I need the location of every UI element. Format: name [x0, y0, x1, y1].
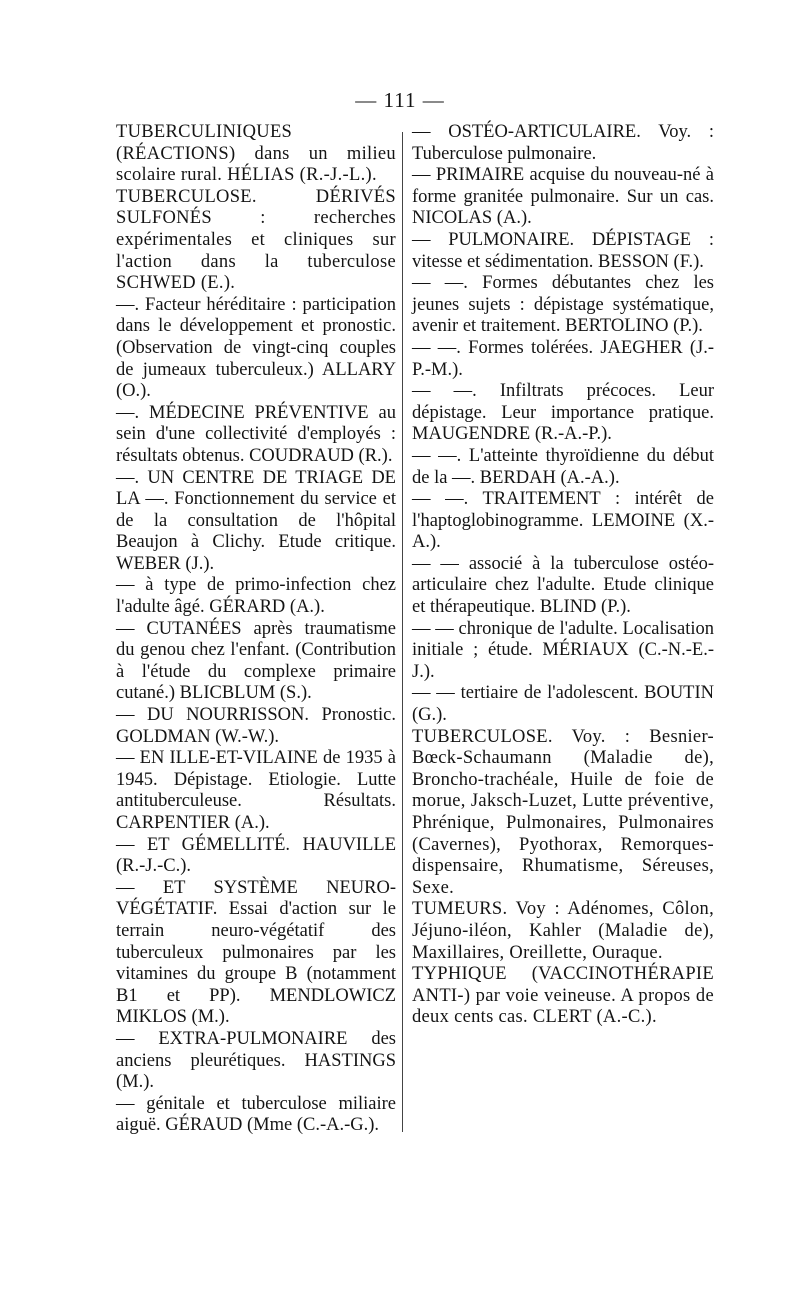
index-entry: — OSTÉO-ARTICULAIRE. Voy. : Tuberculose pulmonaire.: [412, 122, 714, 164]
index-entry: — — associé à la tuberculose ostéo-articulaire chez l'adulte. Etude clinique et thérapeutique. BLIND (P.).: [412, 553, 714, 618]
index-entry: TUMEURS. Voy : Adénomes, Côlon, Jéjuno-iléon, Kahler (Maladie de), Maxillaires, Oreillette, Ouraque.: [412, 899, 714, 963]
index-entry: — génitale et tuberculose miliaire aiguë. GÉRAUD (Mme (C.-A.-G.).: [116, 1093, 396, 1136]
page-number: — 111 —: [355, 88, 445, 112]
index-entry: — EXTRA-PULMONAIRE des anciens pleurétiques. HASTINGS (M.).: [116, 1028, 396, 1093]
index-entry: — ET SYSTÈME NEURO-VÉGÉTATIF. Essai d'action sur le terrain neuro-végétatif des tuberculeux pulmonaires par les vitamines du groupe B (notamment B1 et PP). MENDLOWICZ MIKLOS (M.).: [116, 877, 396, 1028]
index-entry: — —. Formes tolérées. JAEGHER (J.-P.-M.).: [412, 337, 714, 380]
index-entry: — —. Formes débutantes chez les jeunes sujets : dépistage systématique, avenir et traitement. BERTOLINO (P.).: [412, 273, 714, 337]
index-entry: — DU NOURRISSON. Pronostic. GOLDMAN (W.-W.).: [116, 705, 396, 747]
index-entry: —. Facteur héréditaire : participation dans le développement et pronostic. (Observation de vingt-cinq couples de jumeaux tuberculeux.) ALLARY (O.).: [116, 294, 396, 402]
index-entry: —. UN CENTRE DE TRIAGE DE LA —. Fonctionnement du service et de la consultation de l'hôpital Beaujon à Clichy. Etude critique. WEBER (J.).: [116, 467, 396, 574]
index-entry: — —. Infiltrats précoces. Leur dépistage. Leur importance pratique. MAUGENDRE (R.-A.-P.).: [412, 381, 714, 445]
index-entry: — PULMONAIRE. DÉPISTAGE : vitesse et sédimentation. BESSON (F.).: [412, 229, 714, 272]
index-entry: —. MÉDECINE PRÉVENTIVE au sein d'une collectivité d'employés : résultats obtenus. COUDRAUD (R.).: [116, 402, 396, 466]
index-entry: — EN ILLE-ET-VILAINE de 1935 à 1945. Dépistage. Etiologie. Lutte antituberculeuse. Résultats. CARPENTIER (A.).: [116, 748, 396, 833]
index-entry: — — tertiaire de l'adolescent. BOUTIN (G.).: [412, 683, 714, 726]
index-entry: TUBERCULOSE. DÉRIVÉS SULFONÉS : recherches expérimentales et cliniques sur l'action dans la tuberculose SCHWED (E.).: [116, 186, 396, 294]
index-entry: — —. TRAITEMENT : intérêt de l'haptoglobinogramme. LEMOINE (X.-A.).: [412, 489, 714, 553]
index-entry: — CUTANÉES après traumatisme du genou chez l'enfant. (Contribution à l'étude du complexe primaire cutané.) BLICBLUM (S.).: [116, 618, 396, 704]
index-entry: — PRIMAIRE acquise du nouveau-né à forme granitée pulmonaire. Sur un cas. NICOLAS (A.).: [412, 165, 714, 229]
right-column: [412, 122, 714, 1029]
index-entry: TUBERCULOSE. Voy. : Besnier-Bœck-Schaumann (Maladie de), Broncho-trachéale, Huile de foie de morue, Jaksch-Luzet, Lutte préventive, Phrénique, Pulmonaires, Pulmonaires (Cavernes), Pyothorax, Remorques-dispensaire, Rhumatisme, Séreuses, Sexe.: [412, 726, 714, 898]
left-column: [116, 122, 396, 1137]
index-entry: — à type de primo-infection chez l'adulte âgé. GÉRARD (A.).: [116, 575, 396, 618]
index-entry: TUBERCULINIQUES (RÉACTIONS) dans un milieu scolaire rural. HÉLIAS (R.-J.-L.).: [116, 122, 396, 186]
column-divider: [402, 132, 403, 1132]
index-entry: TYPHIQUE (VACCINOTHÉRAPIE ANTI-) par voie veineuse. A propos de deux cents cas. CLERT (A.-C.).: [412, 964, 714, 1028]
index-entry: — —. L'atteinte thyroïdienne du début de la —. BERDAH (A.-A.).: [412, 445, 714, 488]
index-entry: — ET GÉMELLITÉ. HAUVILLE (R.-J.-C.).: [116, 834, 396, 877]
index-entry: — — chronique de l'adulte. Localisation initiale ; étude. MÉRIAUX (C.-N.-E.-J.).: [412, 618, 714, 682]
